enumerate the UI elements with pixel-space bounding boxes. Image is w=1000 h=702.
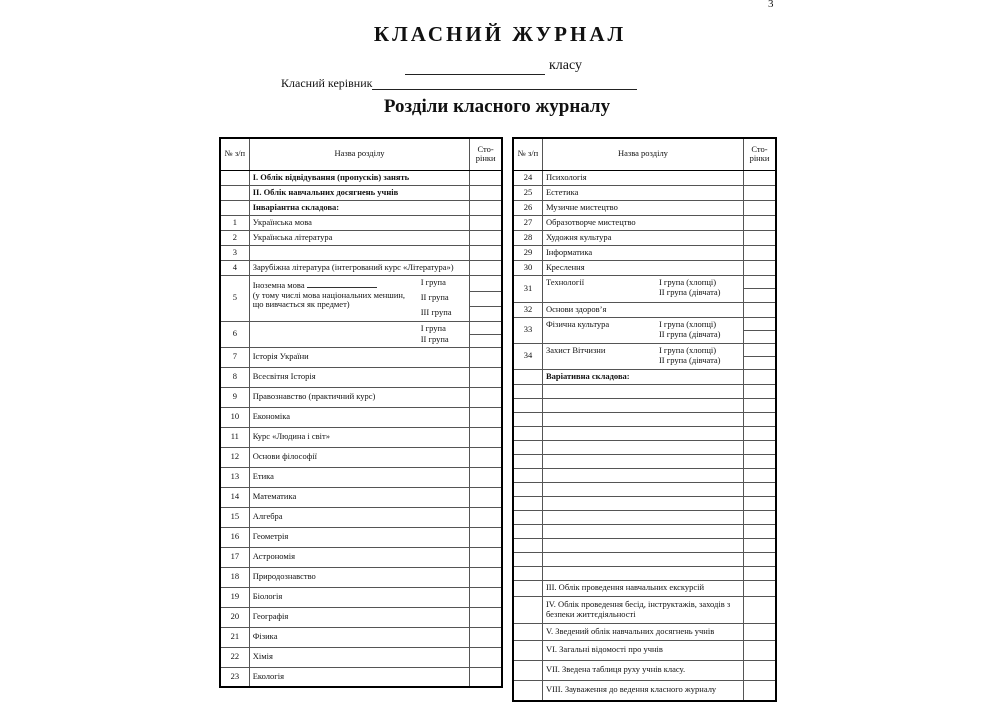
- header-num: № з/п: [513, 138, 542, 170]
- table-row: 4 Зарубіжна література (інтегрований курс «Література»): [220, 260, 502, 275]
- table-row: 26 Музичне мистецтво: [513, 200, 776, 215]
- table-row: 24 Психологія: [513, 170, 776, 185]
- girls-group-label: II група (дівчата): [658, 354, 721, 365]
- blank-row: [513, 440, 776, 454]
- table-row: 28 Художня культура: [513, 230, 776, 245]
- header-num: № з/п: [220, 138, 249, 170]
- blank-row: [513, 412, 776, 426]
- table-row: 33 Фізична культура I група (хлопці) II група (дівчата): [513, 317, 776, 343]
- table-row: 11 Курс «Людина і світ»: [220, 427, 502, 447]
- blank-row: [513, 468, 776, 482]
- blank-row: [513, 538, 776, 552]
- section-safety-talks: IV. Облік проведення бесід, інструктажів, заходів з безпеки життєдіяльності: [542, 596, 743, 623]
- class-suffix-label: класу: [549, 58, 583, 73]
- table-row: 6 I група II група: [220, 321, 502, 347]
- table-row: 3: [220, 245, 502, 260]
- blank-row: [513, 398, 776, 412]
- girls-group-label: II група (дівчата): [658, 328, 721, 339]
- journal-title: КЛАСНИЙ ЖУРНАЛ: [373, 22, 627, 46]
- header-pages: Сто-рінки: [743, 138, 776, 170]
- section-student-movement: VII. Зведена таблиця руху учнів класу.: [542, 660, 743, 680]
- header-name: Назва розділу: [542, 138, 743, 170]
- header-name: Назва розділу: [249, 138, 470, 170]
- blank-row: [513, 482, 776, 496]
- page-number: 3: [768, 0, 774, 10]
- section-achievements: II. Облік навчальних досягнень учнів: [249, 185, 470, 200]
- group-1-label: I група: [420, 277, 446, 287]
- table-row: 22 Хімія: [220, 647, 502, 667]
- table-row: 10 Економіка: [220, 407, 502, 427]
- sections-table-left: [219, 137, 503, 688]
- table-row: 13 Етика: [220, 467, 502, 487]
- table-row: 15 Алгебра: [220, 507, 502, 527]
- table-row: 21 Фізика: [220, 627, 502, 647]
- table-row: 1 Українська мова: [220, 215, 502, 230]
- table-row: 29 Інформатика: [513, 245, 776, 260]
- table-row: 18 Природознавство: [220, 567, 502, 587]
- table-row: 2 Українська література: [220, 230, 502, 245]
- table-row: 19 Біологія: [220, 587, 502, 607]
- table-row: 14 Математика: [220, 487, 502, 507]
- table-row: 12 Основи філософії: [220, 447, 502, 467]
- blank-row: [513, 524, 776, 538]
- class-blank-line: [405, 64, 545, 75]
- table-row: 20 Географія: [220, 607, 502, 627]
- table-row: 17 Астрономія: [220, 547, 502, 567]
- group-1-label: I група: [420, 323, 446, 333]
- table-row: 27 Образотворче мистецтво: [513, 215, 776, 230]
- table-row: 34 Захист Вітчизни I група (хлопці) II група (дівчата): [513, 343, 776, 369]
- table-row: 16 Геометрія: [220, 527, 502, 547]
- table-row: 23 Екологія: [220, 667, 502, 687]
- table-row: 5 Іноземна мова (у тому числі мова національних меншин, що вивчається як предмет) I група II група III група: [220, 275, 502, 321]
- table-row: 7 Історія України: [220, 347, 502, 367]
- variative-heading: Варіативна складова:: [542, 369, 743, 384]
- section-summary-achievements: V. Зведений облік навчальних досягнень учнів: [542, 623, 743, 640]
- table-row: 30 Креслення: [513, 260, 776, 275]
- blank-row: [513, 552, 776, 566]
- foreign-language-label: Іноземна мова (у тому числі мова національних меншин, що вивчається як предмет): [252, 280, 406, 310]
- class-teacher-blank-line: [372, 89, 637, 90]
- group-2-label: II група: [420, 334, 449, 344]
- section-remarks: VIII. Зауваження до ведення класного журналу: [542, 680, 743, 701]
- language-blank-line: [307, 280, 377, 288]
- class-teacher-label: Класний керівник: [281, 76, 373, 90]
- group-2-label: II група: [420, 292, 449, 302]
- girls-group-label: II група (дівчата): [658, 286, 721, 297]
- table-row: 8 Всесвітня Історія: [220, 367, 502, 387]
- blank-row: [513, 454, 776, 468]
- blank-row: [513, 426, 776, 440]
- invariant-heading: Інваріантна складова:: [249, 200, 470, 215]
- table-row: 25 Естетика: [513, 185, 776, 200]
- boys-group-label: I група (хлопці): [658, 276, 717, 287]
- boys-group-label: I група (хлопці): [658, 318, 717, 329]
- sections-subtitle: Розділи класного журналу: [383, 96, 611, 117]
- blank-row: [513, 384, 776, 398]
- header-pages: Сто-рінки: [470, 138, 502, 170]
- blank-row: [513, 510, 776, 524]
- section-excursions: III. Облік проведення навчальних екскурсій: [542, 580, 743, 596]
- blank-row: [513, 496, 776, 510]
- table-row: 31 Технології I група (хлопці) II група (дівчата): [513, 275, 776, 302]
- sections-table-right: [512, 137, 777, 702]
- blank-row: [513, 566, 776, 580]
- group-3-label: III група: [420, 307, 452, 317]
- boys-group-label: I група (хлопці): [658, 344, 717, 355]
- section-attendance: I. Облік відвідування (пропусків) занять: [249, 170, 470, 185]
- table-row: 9 Правознавство (практичний курс): [220, 387, 502, 407]
- table-row: 32 Основи здоров’я: [513, 302, 776, 317]
- section-student-info: VI. Загальні відомості про учнів: [542, 640, 743, 660]
